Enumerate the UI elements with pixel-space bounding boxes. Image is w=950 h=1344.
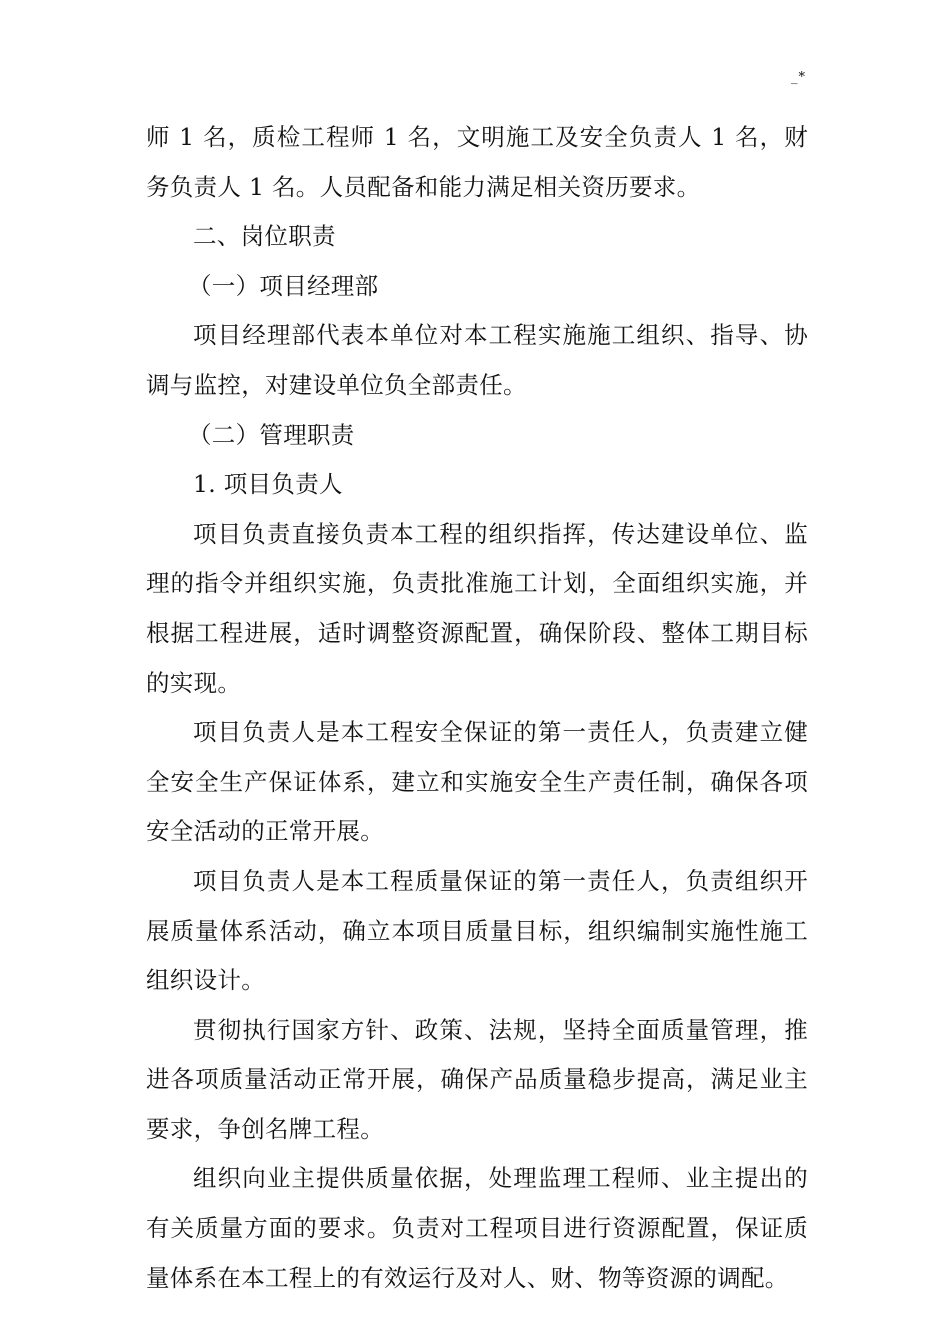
heading-item-project-leader: 1. 项目负责人 — [193, 470, 343, 499]
paragraph-leader-quality: 项目负责人是本工程质量保证的第一责任人，负责组织开展质量体系活动，确立本项目质量目标，组织编制实施性施工组织设计。 — [146, 866, 808, 995]
page-mark: _* — [791, 70, 806, 85]
document-body — [146, 113, 808, 1303]
paragraph-quality-basis: 组织向业主提供质量依据，处理监理工程师、业主提出的有关质量方面的要求。负责对工程项目进行资源配置，保证质量体系在本工程上的有效运行及对人、财、物等资源的调配。 — [146, 1164, 808, 1292]
heading-subsection-project-dept: （一）项目经理部 — [188, 271, 379, 300]
paragraph-project-dept: 项目经理部代表本单位对本工程实施施工组织、指导、协调与监控，对建设单位负全部责任。 — [146, 321, 808, 399]
paragraph-policy: 贯彻执行国家方针、政策、法规，坚持全面质量管理，推进各项质量活动正常开展，确保产品质量稳步提高，满足业主要求，争创名牌工程。 — [146, 1015, 808, 1143]
paragraph-staffing-continued: 师 1 名，质检工程师 1 名，文明施工及安全负责人 1 名，财务负责人 1 名。人员配备和能力满足相关资历要求。 — [146, 123, 808, 201]
heading-section-duties: 二、岗位职责 — [193, 222, 336, 251]
heading-subsection-management: （二）管理职责 — [188, 420, 355, 449]
paragraph-leader-safety: 项目负责人是本工程安全保证的第一责任人，负责建立健全安全生产保证体系，建立和实施安全生产责任制，确保各项安全活动的正常开展。 — [146, 718, 808, 846]
paragraph-leader-command: 项目负责直接负责本工程的组织指挥，传达建设单位、监理的指令并组织实施，负责批准施工计划，全面组织实施，并根据工程进展，适时调整资源配置，确保阶段、整体工期目标的实现。 — [146, 519, 808, 697]
